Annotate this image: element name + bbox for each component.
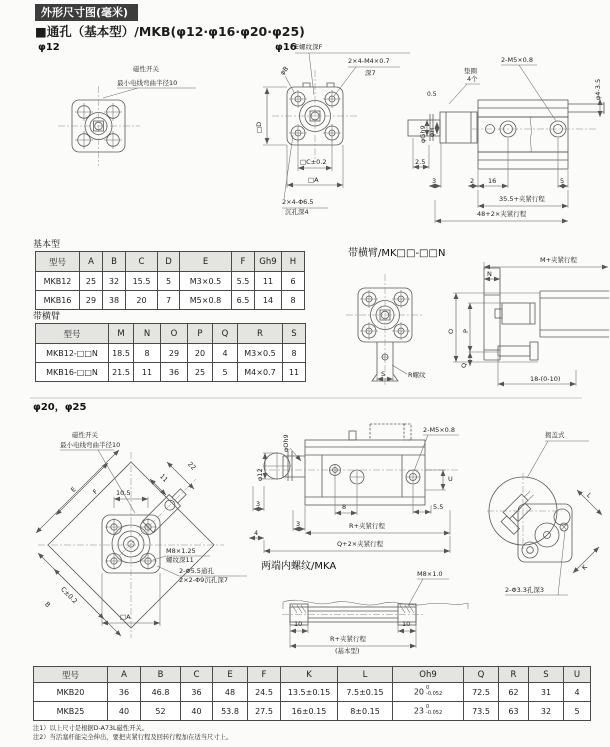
column-header: N <box>134 324 161 344</box>
basic-type-table-grid <box>35 251 305 310</box>
column-header: E <box>213 667 248 683</box>
m5-thread-callout-2: 2-M5×0.8 <box>423 426 456 434</box>
column-header: 型号 <box>36 324 109 344</box>
table-cell: 73.5 <box>464 702 499 721</box>
table-cell: 27.5 <box>248 702 281 721</box>
cbore-callout-2: 2×2-Φ9沉孔深7 <box>179 576 228 584</box>
column-header: D <box>158 252 180 272</box>
column-header: C <box>126 252 158 272</box>
column-header: H <box>282 252 305 272</box>
dim-p: P <box>462 329 470 333</box>
dim-e: E <box>69 485 78 494</box>
table-cell: MKB12 <box>36 272 80 291</box>
phi12-label: φ12 <box>38 42 60 53</box>
dim-16: 16 <box>488 177 497 185</box>
arm-type-table-grid <box>35 323 306 382</box>
cbore-callout: 2×4-Φ6.5 <box>282 198 314 206</box>
column-header: F <box>248 667 281 683</box>
table-cell: 20 0 -0.052 <box>393 683 464 702</box>
table-cell: 32 <box>529 702 564 721</box>
table-cell: 20 <box>126 291 158 310</box>
table-cell: M5×0.8 <box>180 291 232 310</box>
magnet-switch-callout-2: 磁性开关 <box>72 431 98 439</box>
table-cell: 38 <box>103 291 126 310</box>
dim-c-square: □C±0.2 <box>300 158 327 166</box>
table-cell: 52 <box>141 702 181 721</box>
column-header: R <box>499 667 529 683</box>
wire-radius-callout-2: 最小电线弯曲半径10 <box>60 441 121 449</box>
mkb2025-dimension-table <box>33 666 591 721</box>
column-header: B <box>103 252 126 272</box>
magnet-switch-callout: 磁性开关 <box>133 65 159 73</box>
dim-o: O <box>447 328 455 334</box>
dim-105: 10.5 <box>116 489 131 497</box>
table-cell: MKB16-□□N <box>36 363 109 382</box>
table-cell: MKB20 <box>34 683 108 702</box>
table-cell: 25 <box>188 363 213 382</box>
column-header: A <box>80 252 103 272</box>
table-cell: 63 <box>499 702 529 721</box>
m4-depth-callout: 深7 <box>365 69 376 77</box>
table-cell: 5.5 <box>232 272 255 291</box>
dim-l: L <box>585 491 594 500</box>
table-cell: 48 <box>213 683 248 702</box>
table-cell: 40 <box>181 702 213 721</box>
dim-2: 2 <box>470 177 475 185</box>
table-cell: 4 <box>213 344 238 363</box>
table-cell: 4 <box>564 683 591 702</box>
column-header: R <box>238 324 283 344</box>
dim-phih: φH <box>428 127 436 137</box>
table-cell: 5 <box>158 272 180 291</box>
dim-55: 5.5 <box>433 503 444 511</box>
dim-4: 4 <box>254 529 259 537</box>
table-cell: 5 <box>564 702 591 721</box>
table-cell: 7 <box>158 291 180 310</box>
washer-callout: 垫圈 <box>464 67 477 75</box>
m8-thread-callout: M8×1.25 <box>166 547 196 555</box>
section-title: ■通孔（基本型）/MKB(φ12·φ16·φ20·φ25) <box>35 24 305 39</box>
dim-3a: 3 <box>256 500 261 508</box>
table-cell: 72.5 <box>464 683 499 702</box>
dim-a-square-2: □A <box>120 613 131 621</box>
table-cell: M3×0.5 <box>180 272 232 291</box>
arm-type-table <box>35 323 306 382</box>
dim-5: 5 <box>560 177 565 185</box>
dim-mka-r-stroke: R+夹紧行程 <box>330 635 366 643</box>
thread-depth-callout: E螺纹深F <box>295 43 323 51</box>
column-header: S <box>283 324 306 344</box>
arm-drawing-title: 带横臂/MK□□-□□N <box>348 248 446 259</box>
table-cell: 24.5 <box>248 683 281 702</box>
table-cell: MKB12-□□N <box>36 344 109 363</box>
dim-s: S <box>381 370 386 378</box>
dim-r-stroke: R+夹紧行程 <box>349 522 385 530</box>
column-header: P <box>188 324 213 344</box>
column-header: Q <box>464 667 499 683</box>
column-header: E <box>180 252 232 272</box>
table-cell: 36 <box>181 683 213 702</box>
phi2025-front-view-drawing <box>36 450 247 638</box>
dim-d-square: □D <box>255 121 263 133</box>
dim-8: 8 <box>342 503 347 511</box>
cap-type-callout: 揭盖式 <box>545 431 565 439</box>
page-title-bar: 外形尺寸图(毫米) <box>35 4 138 21</box>
table-cell: 15.5 <box>126 272 158 291</box>
footnote-1: 注1）以上尺寸是根据D-A73L磁性开关。 <box>33 725 148 732</box>
table-cell: 29 <box>80 291 103 310</box>
dim-rod: φ4-3.5 <box>594 78 602 100</box>
table-cell: 6 <box>282 272 305 291</box>
dim-10-right: 10 <box>402 620 411 628</box>
table-cell: 8 <box>134 344 161 363</box>
dim-q: Q <box>460 362 468 368</box>
dim-phi12: φ12 <box>256 468 264 481</box>
table-cell: 53.8 <box>213 702 248 721</box>
table-row <box>36 272 305 291</box>
dim-355-stroke: 35.5+夹紧行程 <box>499 195 545 203</box>
dim-11: 11 <box>158 472 170 484</box>
table-cell: 32 <box>103 272 126 291</box>
dim-phib: φB <box>278 64 291 77</box>
table-cell: 36 <box>161 363 188 382</box>
dim-n: N <box>487 270 492 278</box>
dim-3: 3 <box>432 177 437 185</box>
dim-b: B <box>43 600 52 610</box>
wire-radius-callout: 最小电线弯曲半径10 <box>117 79 178 87</box>
dim-c: C±0.2 <box>59 585 80 606</box>
r-thread-callout: R螺纹 <box>408 371 426 379</box>
column-header: C <box>181 667 213 683</box>
dim-k: K <box>580 563 589 572</box>
table-cell: 62 <box>499 683 529 702</box>
table-cell: M4×0.7 <box>238 363 283 382</box>
table-cell: 8 <box>282 291 305 310</box>
washer-count-callout: 4个 <box>467 75 478 83</box>
table-cell: 7.5±0.15 <box>338 683 393 702</box>
table-cell: MKB25 <box>34 702 108 721</box>
column-header: 型号 <box>34 667 108 683</box>
table-cell: 25 <box>80 272 103 291</box>
m4-thread-callout: 2×4-M4×0.7 <box>348 57 390 65</box>
basic-type-note: (基本型) <box>335 647 360 655</box>
table-cell: 29 <box>161 344 188 363</box>
table-cell: 13.5±0.15 <box>281 683 338 702</box>
table-row <box>34 702 591 721</box>
table-cell: MKB16 <box>36 291 80 310</box>
mka-drawing <box>282 579 468 648</box>
dim-3b: 3 <box>296 520 301 528</box>
table-row <box>36 291 305 310</box>
column-header: L <box>338 667 393 683</box>
table-cell: 8 <box>283 344 306 363</box>
column-header: Gh9 <box>255 252 282 272</box>
basic-type-table-label: 基本型 <box>33 240 61 250</box>
table-cell: 18.5 <box>109 344 134 363</box>
dim-18-range: 18-(0-10) <box>530 375 561 383</box>
mka-thread-callout: M8×1.0 <box>417 570 443 578</box>
arm-version-drawing <box>346 262 609 386</box>
table-cell: 16±0.15 <box>281 702 338 721</box>
column-header: B <box>141 667 181 683</box>
mka-drawing-title: 两端内螺纹/MKA <box>261 561 337 572</box>
dim-f: F <box>91 487 100 496</box>
table-cell: 11 <box>134 363 161 382</box>
column-header: O <box>161 324 188 344</box>
dim-a-square: □A <box>308 176 319 184</box>
column-header: M <box>109 324 134 344</box>
mkb2025-dimension-table-grid <box>33 666 591 721</box>
table-cell: 23 0 -0.052 <box>393 702 464 721</box>
dim-25: 2.5 <box>415 158 426 166</box>
column-header: Oh9 <box>393 667 464 683</box>
table-cell: 20 <box>188 344 213 363</box>
table-cell: 21.5 <box>109 363 134 382</box>
column-header: 型号 <box>36 252 80 272</box>
table-cell: 14 <box>255 291 282 310</box>
phi12-front-view-drawing <box>58 86 196 166</box>
dim-05: 0.5 <box>427 91 437 98</box>
table-cell: 31 <box>529 683 564 702</box>
column-header: Q <box>213 324 238 344</box>
phi2025-side-view-drawing <box>249 424 459 553</box>
column-header: A <box>108 667 141 683</box>
column-header: K <box>281 667 338 683</box>
dim-gh9: φGh9 <box>419 125 427 143</box>
table-row <box>34 683 591 702</box>
m8-depth-callout: 螺纹深11 <box>166 556 194 564</box>
m5-thread-callout: 2-M5×0.8 <box>501 56 534 64</box>
cap-hole-callout: 2-Φ3.3孔深3 <box>505 586 545 594</box>
cbore-depth-callout: 沉孔深4 <box>285 208 309 216</box>
column-header: U <box>564 667 591 683</box>
through-hole-callout: 2-Φ5.5通孔 <box>179 567 214 575</box>
table-cell: 36 <box>108 683 141 702</box>
column-header: F <box>232 252 255 272</box>
dim-10-left: 10 <box>294 620 303 628</box>
dim-q-stroke: Q+2×夹紧行程 <box>337 540 384 548</box>
dim-u: U <box>448 475 453 483</box>
table-cell: 6.5 <box>232 291 255 310</box>
table-cell: 40 <box>108 702 141 721</box>
dim-48-stroke: 48+2×夹紧行程 <box>477 210 527 218</box>
basic-type-table <box>35 251 305 310</box>
table-cell: M3×0.5 <box>238 344 283 363</box>
table-cell: 11 <box>283 363 306 382</box>
dim-22: 22 <box>186 460 198 472</box>
dim-oh9: φOh9 <box>282 434 290 452</box>
table-row <box>36 363 306 382</box>
phi16-label: φ16 <box>275 42 297 53</box>
dim-m-stroke: M+夹紧行程 <box>540 256 578 264</box>
cap-detail-drawing <box>487 441 602 595</box>
table-cell: 11 <box>255 272 282 291</box>
table-cell: 8±0.15 <box>338 702 393 721</box>
column-header: S <box>529 667 564 683</box>
table-cell: 5 <box>213 363 238 382</box>
footnote-2: 注2）当活塞杆能完全伸出，要把夹紧行程及回转行程加在适当尺寸上。 <box>33 734 233 741</box>
table-cell: 46.8 <box>141 683 181 702</box>
table-row <box>36 344 306 363</box>
phi2025-label: φ20，φ25 <box>33 402 87 413</box>
arm-type-table-label: 带横臂 <box>33 312 61 322</box>
